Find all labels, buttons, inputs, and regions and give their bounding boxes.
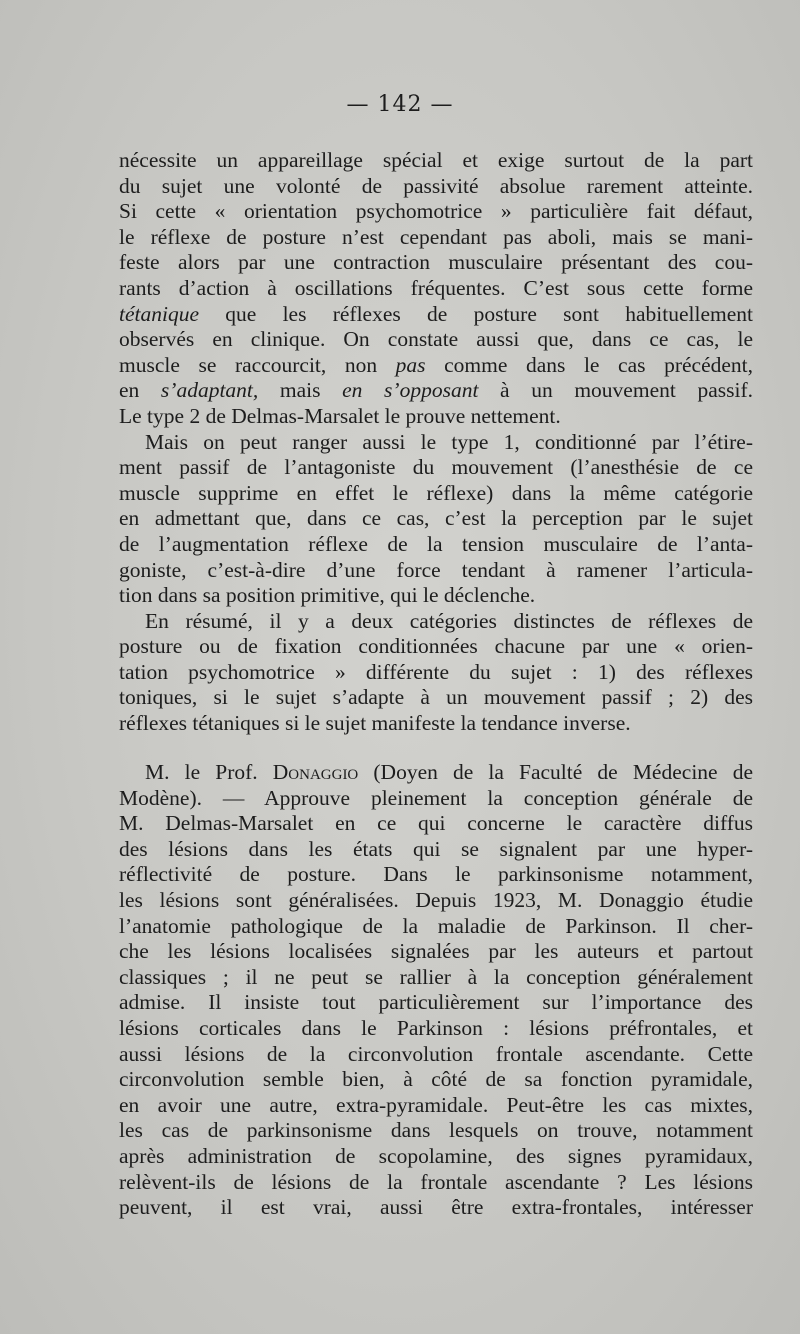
text-line bbox=[119, 225, 753, 251]
text-line bbox=[119, 939, 753, 965]
text-segment: l’anatomie pathologique de la maladie de Parkinson. Il cher- bbox=[119, 913, 753, 938]
text-line bbox=[119, 760, 753, 786]
text-line bbox=[119, 378, 753, 404]
text-line bbox=[119, 327, 753, 353]
text-segment: lésions corticales dans le Parkinson : lésions préfrontales, et bbox=[119, 1015, 753, 1040]
text-segment: Modène). — Approuve pleinement la conception générale de bbox=[119, 785, 753, 810]
text-line bbox=[119, 250, 753, 276]
text-segment: M. Delmas-Marsalet en ce qui concerne le caractère diffus bbox=[119, 811, 753, 836]
text-line bbox=[119, 558, 753, 584]
text-segment: rants d’action à oscillations fréquentes. C’est sous cette forme bbox=[119, 275, 753, 300]
text-line bbox=[119, 455, 753, 481]
text-segment: tation psychomotrice » différente du sujet : 1) des réflexes bbox=[119, 659, 753, 684]
text-segment: toniques, si le sujet s’adapte à un mouvement passif ; 2) des bbox=[119, 685, 753, 710]
text-segment: muscle supprime en effet le réflexe) dans la même catégorie bbox=[119, 480, 753, 505]
text-segment: classiques ; il ne peut se rallier à la conception généralement bbox=[119, 964, 753, 989]
text-line bbox=[119, 174, 753, 200]
text-segment: che les lésions localisées signalées par les auteurs et partout bbox=[119, 939, 753, 964]
page-number: — 142 — bbox=[346, 92, 454, 117]
text-segment: mais bbox=[258, 378, 343, 403]
text-segment: ment passif de l’antagoniste du mouvement (l’anesthésie de ce bbox=[119, 455, 753, 480]
text-segment: après administration de scopolamine, des signes pyramidaux, bbox=[119, 1143, 753, 1168]
text-segment: peuvent, il est vrai, aussi être extra-frontales, intéresser bbox=[119, 1195, 753, 1220]
text-line bbox=[119, 1093, 753, 1119]
text-segment: nécessite un appareillage spécial et exige surtout de la part bbox=[119, 148, 753, 172]
italic-text: tétanique bbox=[119, 301, 200, 326]
small-caps-name: Donaggio bbox=[272, 760, 359, 784]
text-segment: admise. Il insiste tout particulièrement sur l’importance des bbox=[119, 990, 753, 1015]
text-segment: tion dans sa position primitive, qui le déclenche. bbox=[119, 583, 536, 608]
text-segment: les lésions sont généralisées. Depuis 1923, M. Donaggio étudie bbox=[119, 887, 753, 912]
text-line bbox=[119, 506, 753, 532]
text-segment: que les réflexes de posture sont habituellement bbox=[199, 301, 753, 326]
text-line bbox=[119, 660, 753, 686]
text-segment: relèvent-ils de lésions de la frontale ascendante ? Les lésions bbox=[119, 1169, 753, 1194]
text-segment: En résumé, il y a deux catégories distinctes de réflexes de bbox=[145, 608, 753, 633]
text-line bbox=[119, 148, 753, 174]
italic-text: s’adaptant, bbox=[160, 378, 259, 403]
text-segment: en admettant que, dans ce cas, c’est la perception par le sujet bbox=[119, 506, 753, 531]
text-line bbox=[119, 1195, 753, 1221]
text-segment: Le type 2 de Delmas-Marsalet le prouve nettement. bbox=[119, 403, 561, 428]
text-segment: Mais on peut ranger aussi le type 1, conditionné par l’étire- bbox=[145, 429, 753, 454]
text-line bbox=[119, 1016, 753, 1042]
text-line bbox=[119, 583, 753, 609]
text-line bbox=[119, 837, 753, 863]
text-segment: les cas de parkinsonisme dans lesquels on trouve, notamment bbox=[119, 1118, 753, 1143]
text-line bbox=[119, 786, 753, 812]
text-line bbox=[119, 276, 753, 302]
text-segment: Si cette « orientation psychomotrice » particulière fait défaut, bbox=[119, 199, 753, 224]
text-segment: aussi lésions de la circonvolution frontale ascendante. Cette bbox=[119, 1041, 753, 1066]
text-line bbox=[119, 1170, 753, 1196]
text-segment: en bbox=[119, 378, 161, 403]
paragraph-block-donaggio bbox=[119, 760, 753, 1221]
text-line bbox=[119, 711, 753, 737]
text-segment: posture ou de fixation conditionnées chacune par une « orien- bbox=[119, 634, 753, 659]
text-segment: (Doyen de la Faculté de Médecine de bbox=[358, 760, 753, 784]
text-segment: réflectivité de posture. Dans le parkinsonisme notamment, bbox=[119, 862, 753, 887]
text-segment: le réflexe de posture n’est cependant pas aboli, mais se mani- bbox=[119, 224, 753, 249]
text-line bbox=[119, 404, 753, 430]
text-segment: circonvolution semble bien, à côté de sa fonction pyramidale, bbox=[119, 1067, 753, 1092]
text-line bbox=[119, 914, 753, 940]
text-segment: de l’augmentation réflexe de la tension musculaire de l’anta- bbox=[119, 531, 753, 556]
text-line bbox=[119, 888, 753, 914]
italic-text: en s’opposant bbox=[342, 378, 479, 403]
text-segment: feste alors par une contraction musculaire présentant des cou- bbox=[119, 250, 753, 275]
text-line bbox=[119, 609, 753, 635]
text-segment: M. le Prof. bbox=[145, 760, 273, 784]
text-segment: du sujet une volonté de passivité absolue rarement atteinte. bbox=[119, 173, 753, 198]
text-segment: à un mouvement passif. bbox=[478, 378, 753, 403]
text-segment: muscle se raccourcit, non bbox=[119, 352, 396, 377]
text-segment: en avoir une autre, extra-pyramidale. Peut-être les cas mixtes, bbox=[119, 1092, 753, 1117]
text-line bbox=[119, 430, 753, 456]
text-line bbox=[119, 634, 753, 660]
text-line bbox=[119, 990, 753, 1016]
text-line bbox=[119, 862, 753, 888]
text-line bbox=[119, 1042, 753, 1068]
paragraph-block-reflexes bbox=[119, 148, 753, 737]
text-line bbox=[119, 965, 753, 991]
text-segment: réflexes tétaniques si le sujet manifeste la tendance inverse. bbox=[119, 711, 631, 736]
text-line bbox=[119, 199, 753, 225]
text-segment: des lésions dans les états qui se signalent par une hyper- bbox=[119, 836, 753, 861]
text-segment: comme dans le cas précédent, bbox=[425, 352, 754, 377]
text-line bbox=[119, 302, 753, 328]
text-segment: observés en clinique. On constate aussi que, dans ce cas, le bbox=[119, 327, 753, 352]
text-line bbox=[119, 1067, 753, 1093]
text-line bbox=[119, 532, 753, 558]
italic-text: pas bbox=[395, 352, 426, 377]
text-line bbox=[119, 1144, 753, 1170]
text-line bbox=[119, 353, 753, 379]
text-line bbox=[119, 1118, 753, 1144]
text-line bbox=[119, 481, 753, 507]
text-segment: goniste, c’est-à-dire d’une force tendant à ramener l’articula- bbox=[119, 557, 753, 582]
text-line bbox=[119, 811, 753, 837]
text-line bbox=[119, 685, 753, 711]
